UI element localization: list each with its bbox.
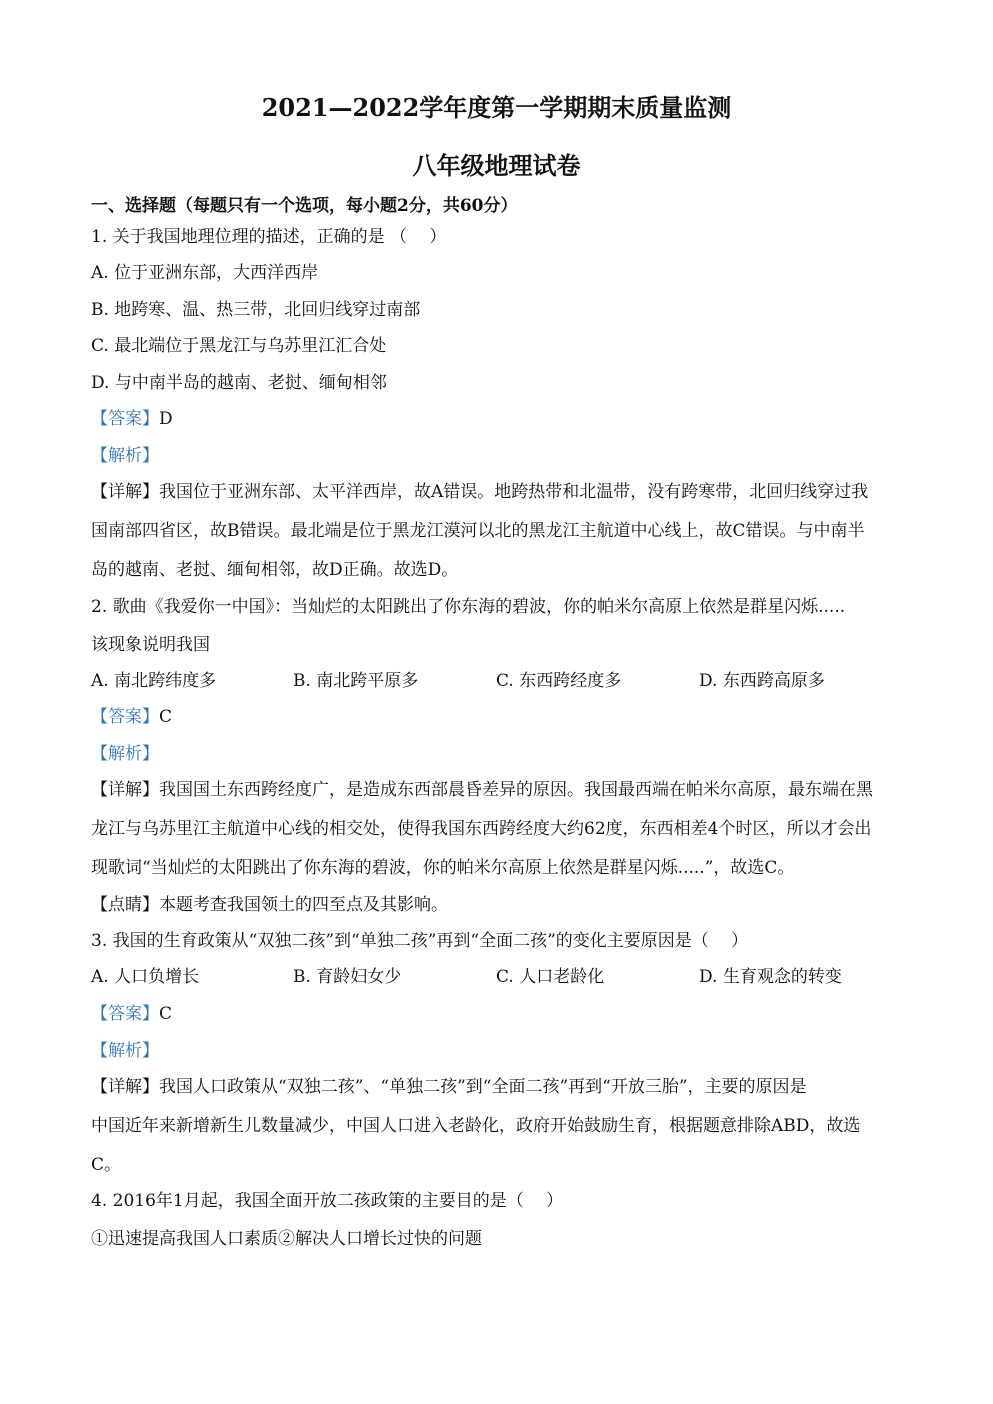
q2-answer xyxy=(91,706,172,728)
q1-option-a: A. 位于亚洲东部，大西洋西岸 xyxy=(91,263,319,283)
q2-comment: 【点睛】本题考查我国领土的四至点及其影响。 xyxy=(91,895,448,915)
q3-detail-line: C。 xyxy=(91,1155,122,1175)
q2-analysis-tag: 【解析】 xyxy=(91,744,159,764)
answer-tag: 【答案】 xyxy=(91,409,159,429)
q1-detail-line: 【详解】我国位于亚洲东部、太平洋西岸，故A错误。地跨热带和北温带，没有跨寒带，北回归线穿过我 xyxy=(91,482,869,502)
q3-detail-line: 【详解】我国人口政策从“双独二孩”、“单独二孩”到“全面二孩”再到“开放三胎”，主要的原因是 xyxy=(91,1077,807,1097)
q2-stem: 该现象说明我国 xyxy=(91,635,210,655)
q3-answer xyxy=(91,1003,172,1025)
answer-tag: 【答案】 xyxy=(91,1004,159,1024)
q2-option-a: A. 南北跨纬度多 xyxy=(91,671,217,691)
answer-tag: 【答案】 xyxy=(91,707,159,727)
q1-analysis-tag: 【解析】 xyxy=(91,446,159,466)
q3-option-c: C. 人口老龄化 xyxy=(496,967,605,987)
q1-detail-line: 岛的越南、老挝、缅甸相邻，故D正确。故选D。 xyxy=(91,560,459,580)
q1-option-c: C. 最北端位于黑龙江与乌苏里江汇合处 xyxy=(91,336,387,356)
q2-detail-line: 现歌词“当灿烂的太阳跳出了你东海的碧波，你的帕米尔高原上依然是群星闪烁.....”，故选C。 xyxy=(91,858,795,878)
q3-stem: 3. 我国的生育政策从“双独二孩”到“单独二孩”再到“全面二孩”的变化主要原因是（ ） xyxy=(91,931,749,951)
q2-detail-line: 龙江与乌苏里江主航道中心线的相交处，使得我国东西跨经度大约62度，东西相差4个时区，所以才会出 xyxy=(91,819,872,839)
q1-option-b: B. 地跨寒、温、热三带，北回归线穿过南部 xyxy=(91,300,421,320)
q3-detail-line: 中国近年来新增新生儿数量减少，中国人口进入老龄化，政府开始鼓励生育，根据题意排除ABD，故选 xyxy=(91,1116,861,1136)
answer-value: C xyxy=(159,707,173,727)
q2-stem: 2. 歌曲《我爱你一中国》：当灿烂的太阳跳出了你东海的碧波，你的帕米尔高原上依然是群星闪烁..... xyxy=(91,597,846,617)
section-heading: 一、选择题（每题只有一个选项，每小题2分，共60分） xyxy=(91,196,518,216)
answer-value: D xyxy=(159,409,173,429)
q3-option-a: A. 人口负增长 xyxy=(91,967,200,987)
q4-stem: 4. 2016年1月起，我国全面开放二孩政策的主要目的是（ ） xyxy=(91,1191,564,1211)
q1-detail-line: 国南部四省区，故B错误。最北端是位于黑龙江漠河以北的黑龙江主航道中心线上，故C错误。与中南半 xyxy=(91,521,865,541)
answer-value: C xyxy=(159,1004,173,1024)
q1-answer xyxy=(91,408,173,430)
q4-line: ①迅速提高我国人口素质②解决人口增长过快的问题 xyxy=(91,1229,482,1249)
q2-detail-line: 【详解】我国国土东西跨经度广，是造成东西部晨昏差异的原因。我国最西端在帕米尔高原，最东端在黑 xyxy=(91,780,873,800)
q1-stem: 1. 关于我国地理位理的描述，正确的是 （ ） xyxy=(91,227,447,247)
q2-option-d: D. 东西跨高原多 xyxy=(699,671,825,691)
exam-title: 2021—2022学年度第一学期期末质量监测 xyxy=(261,93,732,122)
exam-subtitle: 八年级地理试卷 xyxy=(412,151,581,180)
q3-option-b: B. 育龄妇女少 xyxy=(293,967,402,987)
q2-option-b: B. 南北跨平原多 xyxy=(293,671,419,691)
q3-analysis-tag: 【解析】 xyxy=(91,1041,159,1061)
q3-option-d: D. 生育观念的转变 xyxy=(699,967,842,987)
q2-option-c: C. 东西跨经度多 xyxy=(496,671,622,691)
q1-option-d: D. 与中南半岛的越南、老挝、缅甸相邻 xyxy=(91,373,387,393)
